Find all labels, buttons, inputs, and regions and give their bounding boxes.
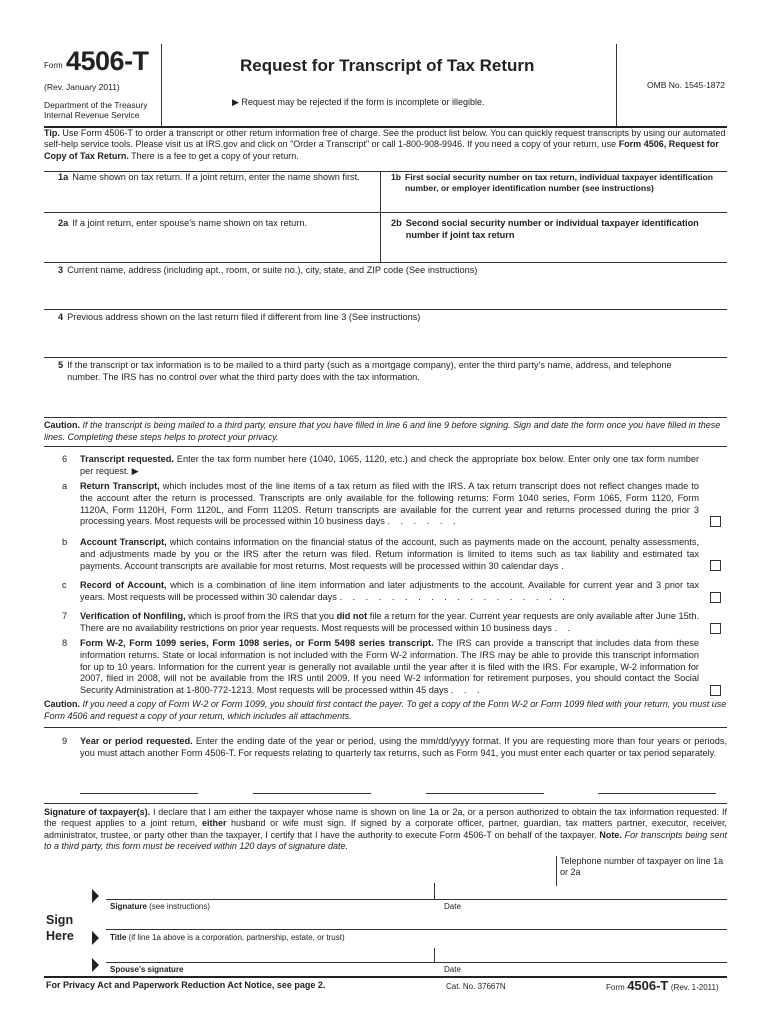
arrow-icon	[92, 931, 99, 945]
divider	[44, 803, 727, 804]
revision-date: (Rev. January 2011)	[44, 82, 120, 92]
divider	[44, 417, 727, 418]
divider	[44, 357, 727, 358]
form-id-box	[44, 44, 162, 126]
taxpayer-phone-label: Telephone number of taxpayer on line 1a or 2a	[560, 856, 724, 877]
divider	[434, 883, 435, 899]
reject-note: ▶ Request may be rejected if the form is incomplete or illegible.	[232, 97, 485, 107]
line-6-transcript-requested: 6 Transcript requested. Enter the tax form number here (1040, 1065, 1120, etc.) and check the appropriate box below. Enter only one tax form number per request. ▶	[62, 454, 699, 476]
return-transcript-checkbox[interactable]	[710, 516, 721, 527]
line-6a-return-transcript: a Return Transcript, which includes most of the line items of a tax return as filed with the IRS. A tax return transcript does not reflect changes made to the account after the return is processed. Transcripts are only available for the following returns: Form 1040 series, Form 1065, Form 1120, Form 1120A, Form 1120H, Form 1120L, and Form 1120S. Return transcripts are available for the current year and returns processed during the prior 3 processing years. Most requests will be processed within 10 business days . . . . . .	[44, 481, 727, 528]
signature-label: Signature (see instructions)	[110, 902, 211, 911]
date-label: Date	[444, 902, 461, 911]
form-title: Request for Transcript of Tax Return	[240, 56, 535, 75]
caution-third-party: Caution. If the transcript is being mailed to a third party, ensure that you have filled in line 6 and line 9 before signing. Sign and date the form once you have filled in these lines. Completing these steps helps to protect your privacy.	[44, 420, 721, 442]
nonfiling-checkbox[interactable]	[710, 623, 721, 634]
divider	[434, 948, 435, 962]
line-2b-spouse-ssn-field[interactable]: 2b Second social security number or individual taxpayer identification number if joint tax return	[380, 212, 727, 262]
spouse-signature-label: Spouse’s signature	[110, 965, 184, 974]
divider	[44, 727, 727, 728]
year-field-3[interactable]	[426, 793, 544, 794]
line-8-information-returns-transcript: 8 Form W-2, Form 1099 series, Form 1098 series, or Form 5498 series transcript. The IRS can provide a transcript that includes data from these information returns. State or local information is not included with the Form W-2 information. The IRS may be able to provide this transcript information for up to 10 years. Information for the current year is generally not available until the year after it is filed with the IRS. For example, W-2 information for 2007, filed in 2008, will not be available from the IRS until 2009. If you need W-2 information for retirement purposes, you should contact the Social Security Administration at 1-800-772-1213. Most requests will be processed within 45 days . . .	[44, 638, 727, 697]
divider	[44, 309, 727, 310]
account-transcript-checkbox[interactable]	[710, 560, 721, 571]
title-label: Title (if line 1a above is a corporation, partnership, estate, or trust)	[110, 933, 345, 942]
signature-declaration: Signature of taxpayer(s). I declare that I am either the taxpayer whose name is shown on line 1a or 2a, or a person authorized to obtain the tax information requested. If the request applies to a joint return, either husband or wife must sign. If signed by a corporate officer, partner, guardian, tax matters partner, executor, receiver, administrator, trustee, or party other than the taxpayer, I certify that I have the authority to execute Form 4506-T on behalf of the taxpayer. Note. For transcripts being sent to a third party, this form must be received within 120 days of signature date.	[44, 807, 727, 851]
sign-here-label: Sign Here	[46, 913, 74, 944]
privacy-notice: For Privacy Act and Paperwork Reduction Act Notice, see page 2.	[46, 980, 326, 990]
form-word: Form	[44, 61, 63, 70]
divider	[556, 856, 557, 886]
caution-w2-copy: Caution. If you need a copy of Form W-2 or Form 1099, you should first contact the payer. To get a copy of the Form W-2 or Form 1099 filed with your return, you must use Form 4506 and request a copy of your return, which includes all attachments.	[44, 699, 727, 721]
line-6b-account-transcript: b Account Transcript, which contains information on the financial status of the account, such as payments made on the account, penalty assessments, and adjustments made by you or the IRS after the return was filed. Return information is limited to items such as tax liability and estimated tax payments. Account transcripts are available for most returns. Most requests will be processed within 30 calendar days .	[44, 537, 727, 572]
year-field-1[interactable]	[80, 793, 198, 794]
year-field-2[interactable]	[253, 793, 371, 794]
line-1b-ssn-field[interactable]: 1b First social security number on tax return, individual taxpayer identification number, or employer identification number (see instructions)	[380, 172, 727, 212]
footer-form-id: Form 4506-T (Rev. 1-2011)	[606, 978, 719, 993]
arrow-icon	[92, 889, 99, 903]
line-2a-spouse-name-field[interactable]: 2a If a joint return, enter spouse’s name shown on tax return.	[58, 218, 307, 228]
line-9-year-requested: 9 Year or period requested. Enter the ending date of the year or period, using the mm/dd/yyyy format. If you are requesting more than four years or periods, you must attach another Form 4506-T. For requests relating to quarterly tax returns, such as Form 941, you must enter each quarter or tax period separately.	[62, 736, 727, 758]
line-1a-name-field[interactable]: 1a Name shown on tax return. If a joint return, enter the name shown first.	[58, 172, 360, 182]
line-5-third-party-field[interactable]: 5 If the transcript or tax information is to be mailed to a third party (such as a mortgage company), enter the third party’s name, address, and telephone number. The IRS has no control over what the third party does with the tax information.	[58, 360, 672, 382]
record-of-account-checkbox[interactable]	[710, 592, 721, 603]
year-field-4[interactable]	[598, 793, 716, 794]
department: Department of the Treasury Internal Revenue Service	[44, 100, 148, 120]
omb-number: OMB No. 1545-1872	[647, 80, 725, 90]
line-4-previous-address-field[interactable]: 4 Previous address shown on the last return filed if different from line 3 (See instructions)	[58, 312, 421, 322]
arrow-icon	[92, 958, 99, 972]
divider	[44, 262, 727, 263]
omb-box	[616, 44, 727, 126]
title-line[interactable]	[106, 929, 727, 930]
line-3-address-field[interactable]: 3 Current name, address (including apt., room, or suite no.), city, state, and ZIP code (See instructions)	[58, 265, 478, 275]
date-label: Date	[444, 965, 461, 974]
divider	[44, 446, 727, 447]
tip-paragraph: Tip. Use Form 4506-T to order a transcript or other return information free of charge. See the product list below. You can quickly request transcripts by using our automated self-help service tools. Please visit us at IRS.gov and click on "Order a Transcript" or call 1-800-908-9946. If you need a copy of your return, use Form 4506, Request for Copy of Tax Return. There is a fee to get a copy of your return.	[44, 128, 726, 161]
line-6c-record-of-account: c Record of Account, which is a combination of line item information and later adjustments to the account. Available for current year and 3 prior tax years. Most requests will be processed within 30 calendar days . . . . . . . . . . . . . . . . . .	[44, 580, 727, 604]
form-header	[44, 44, 727, 126]
line-7-verification-of-nonfiling: 7 Verification of Nonfiling, which is proof from the IRS that you did not file a return for the year. Current year requests are only available after June 15th. There are no availability restrictions on prior year requests. Most requests will be processed within 10 business days . .	[44, 611, 727, 635]
spouse-signature-line[interactable]	[106, 962, 727, 963]
catalog-number: Cat. No. 37667N	[446, 982, 506, 991]
w2-1099-checkbox[interactable]	[710, 685, 721, 696]
taxpayer-signature-line[interactable]	[106, 899, 727, 900]
form-number: 4506-T	[66, 46, 149, 76]
